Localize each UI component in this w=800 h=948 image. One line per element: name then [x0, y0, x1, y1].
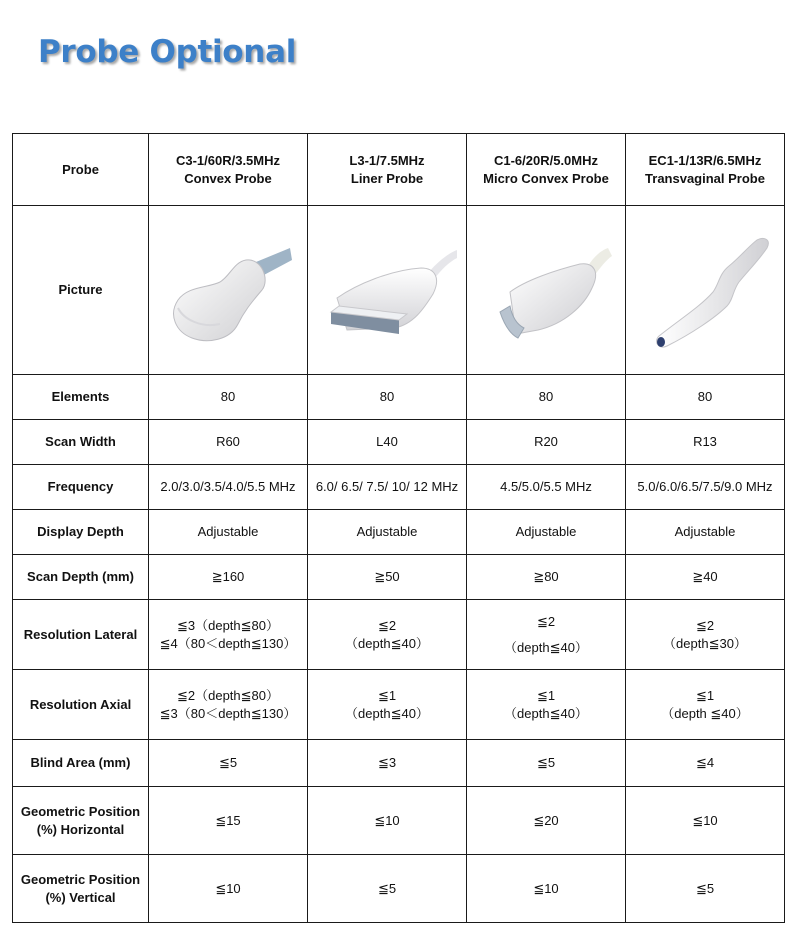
probe-spec-table	[12, 133, 785, 923]
row-label-resolution-axial: Resolution Axial	[13, 670, 149, 740]
cell-line: （depth ≦40）	[661, 705, 749, 721]
table-row	[13, 420, 785, 465]
table-cell	[149, 600, 308, 670]
table-cell: Adjustable	[149, 510, 308, 555]
table-cell	[467, 670, 626, 740]
probe-model: C3-1/60R/3.5MHz	[175, 152, 281, 168]
header-probe-linear	[308, 134, 467, 206]
label-line: (%) Vertical	[45, 889, 116, 905]
table-cell: ≦4	[626, 740, 785, 787]
row-label-scan-width: Scan Width	[13, 420, 149, 465]
table-cell: ≦10	[467, 855, 626, 923]
table-cell: ≦3	[308, 740, 467, 787]
table-cell: ≦5	[149, 740, 308, 787]
table-row-geometric-vertical	[13, 855, 785, 923]
cell-line: ≦1	[536, 687, 556, 703]
table-cell	[467, 600, 626, 670]
row-label-geometric-horizontal	[13, 787, 149, 855]
label-line: (%) Horizontal	[36, 821, 125, 837]
cell-line: （depth≦40）	[345, 705, 429, 721]
table-cell: ≦5	[626, 855, 785, 923]
table-row-picture	[13, 206, 785, 375]
cell-line: ≦4（80＜depth≦130）	[159, 635, 297, 651]
table-cell: 80	[308, 375, 467, 420]
table-cell	[626, 670, 785, 740]
transvaginal-probe-image-cell	[626, 206, 785, 375]
table-cell: 2.0/3.0/3.5/4.0/5.5 MHz	[149, 465, 308, 510]
row-label-blind-area: Blind Area (mm)	[13, 740, 149, 787]
table-row	[13, 555, 785, 600]
header-probe-micro-convex	[467, 134, 626, 206]
table-cell	[308, 670, 467, 740]
row-label-scan-depth: Scan Depth (mm)	[13, 555, 149, 600]
table-cell: ≦20	[467, 787, 626, 855]
table-cell: Adjustable	[626, 510, 785, 555]
probe-type: Transvaginal Probe	[645, 170, 765, 186]
convex-probe-image-cell	[149, 206, 308, 375]
linear-probe-image-cell	[308, 206, 467, 375]
table-header-row	[13, 134, 785, 206]
table-cell: ≦15	[149, 787, 308, 855]
table-row-resolution-axial	[13, 670, 785, 740]
cell-line: （depth≦30）	[663, 635, 747, 651]
cell-line: ≦2（depth≦80）	[176, 687, 279, 703]
table-cell: ≧80	[467, 555, 626, 600]
table-cell: Adjustable	[308, 510, 467, 555]
table-cell: Adjustable	[467, 510, 626, 555]
table-cell: R60	[149, 420, 308, 465]
linear-probe-image	[317, 220, 457, 360]
probe-type: Micro Convex Probe	[483, 170, 609, 186]
cell-line: （depth≦40）	[504, 639, 588, 655]
table-cell: ≧160	[149, 555, 308, 600]
table-cell: 80	[149, 375, 308, 420]
cell-line: ≦1	[695, 687, 715, 703]
row-label-frequency: Frequency	[13, 465, 149, 510]
page-title: Probe Optional	[38, 34, 297, 70]
table-cell: 80	[467, 375, 626, 420]
table-cell: ≦5	[308, 855, 467, 923]
table-row-geometric-horizontal	[13, 787, 785, 855]
probe-model: C1-6/20R/5.0MHz	[493, 152, 599, 168]
cell-line: ≦1	[377, 687, 397, 703]
micro-convex-probe-image	[476, 220, 616, 360]
row-label-display-depth: Display Depth	[13, 510, 149, 555]
probe-model: L3-1/7.5MHz	[349, 152, 425, 168]
table-row-resolution-lateral	[13, 600, 785, 670]
probe-type: Liner Probe	[350, 170, 424, 186]
table-cell: ≦10	[308, 787, 467, 855]
table-cell: ≦5	[467, 740, 626, 787]
table-row	[13, 465, 785, 510]
header-probe-transvaginal	[626, 134, 785, 206]
table-row	[13, 510, 785, 555]
table-cell: 4.5/5.0/5.5 MHz	[467, 465, 626, 510]
cell-line: ≦3（80＜depth≦130）	[159, 705, 297, 721]
label-line: Geometric Position	[20, 871, 141, 887]
table-cell: 80	[626, 375, 785, 420]
table-cell: R13	[626, 420, 785, 465]
header-label-probe: Probe	[13, 134, 149, 206]
table-cell	[308, 600, 467, 670]
probe-type: Convex Probe	[184, 170, 272, 186]
cell-line: ≦2	[536, 613, 556, 629]
row-label-elements: Elements	[13, 375, 149, 420]
table-cell: ≧40	[626, 555, 785, 600]
cell-line: （depth≦40）	[345, 635, 429, 651]
table-cell: R20	[467, 420, 626, 465]
convex-probe-image	[158, 220, 298, 360]
row-label-picture: Picture	[13, 206, 149, 375]
table-cell: ≧50	[308, 555, 467, 600]
probe-model: EC1-1/13R/6.5MHz	[648, 152, 762, 168]
table-cell: 6.0/ 6.5/ 7.5/ 10/ 12 MHz	[308, 465, 467, 510]
table-row-blind-area	[13, 740, 785, 787]
table-cell	[149, 670, 308, 740]
cell-line: ≦2	[695, 617, 715, 633]
transvaginal-probe-image	[635, 220, 775, 360]
micro-convex-probe-image-cell	[467, 206, 626, 375]
row-label-resolution-lateral: Resolution Lateral	[13, 600, 149, 670]
header-probe-convex	[149, 134, 308, 206]
cell-line: ≦2	[377, 617, 397, 633]
label-line: Geometric Position	[20, 803, 141, 819]
cell-line: ≦3（depth≦80）	[176, 617, 279, 633]
table-cell	[626, 600, 785, 670]
table-row	[13, 375, 785, 420]
row-label-geometric-vertical	[13, 855, 149, 923]
table-cell: 5.0/6.0/6.5/7.5/9.0 MHz	[626, 465, 785, 510]
cell-line: （depth≦40）	[504, 705, 588, 721]
table-cell: L40	[308, 420, 467, 465]
table-cell: ≦10	[149, 855, 308, 923]
table-cell: ≦10	[626, 787, 785, 855]
